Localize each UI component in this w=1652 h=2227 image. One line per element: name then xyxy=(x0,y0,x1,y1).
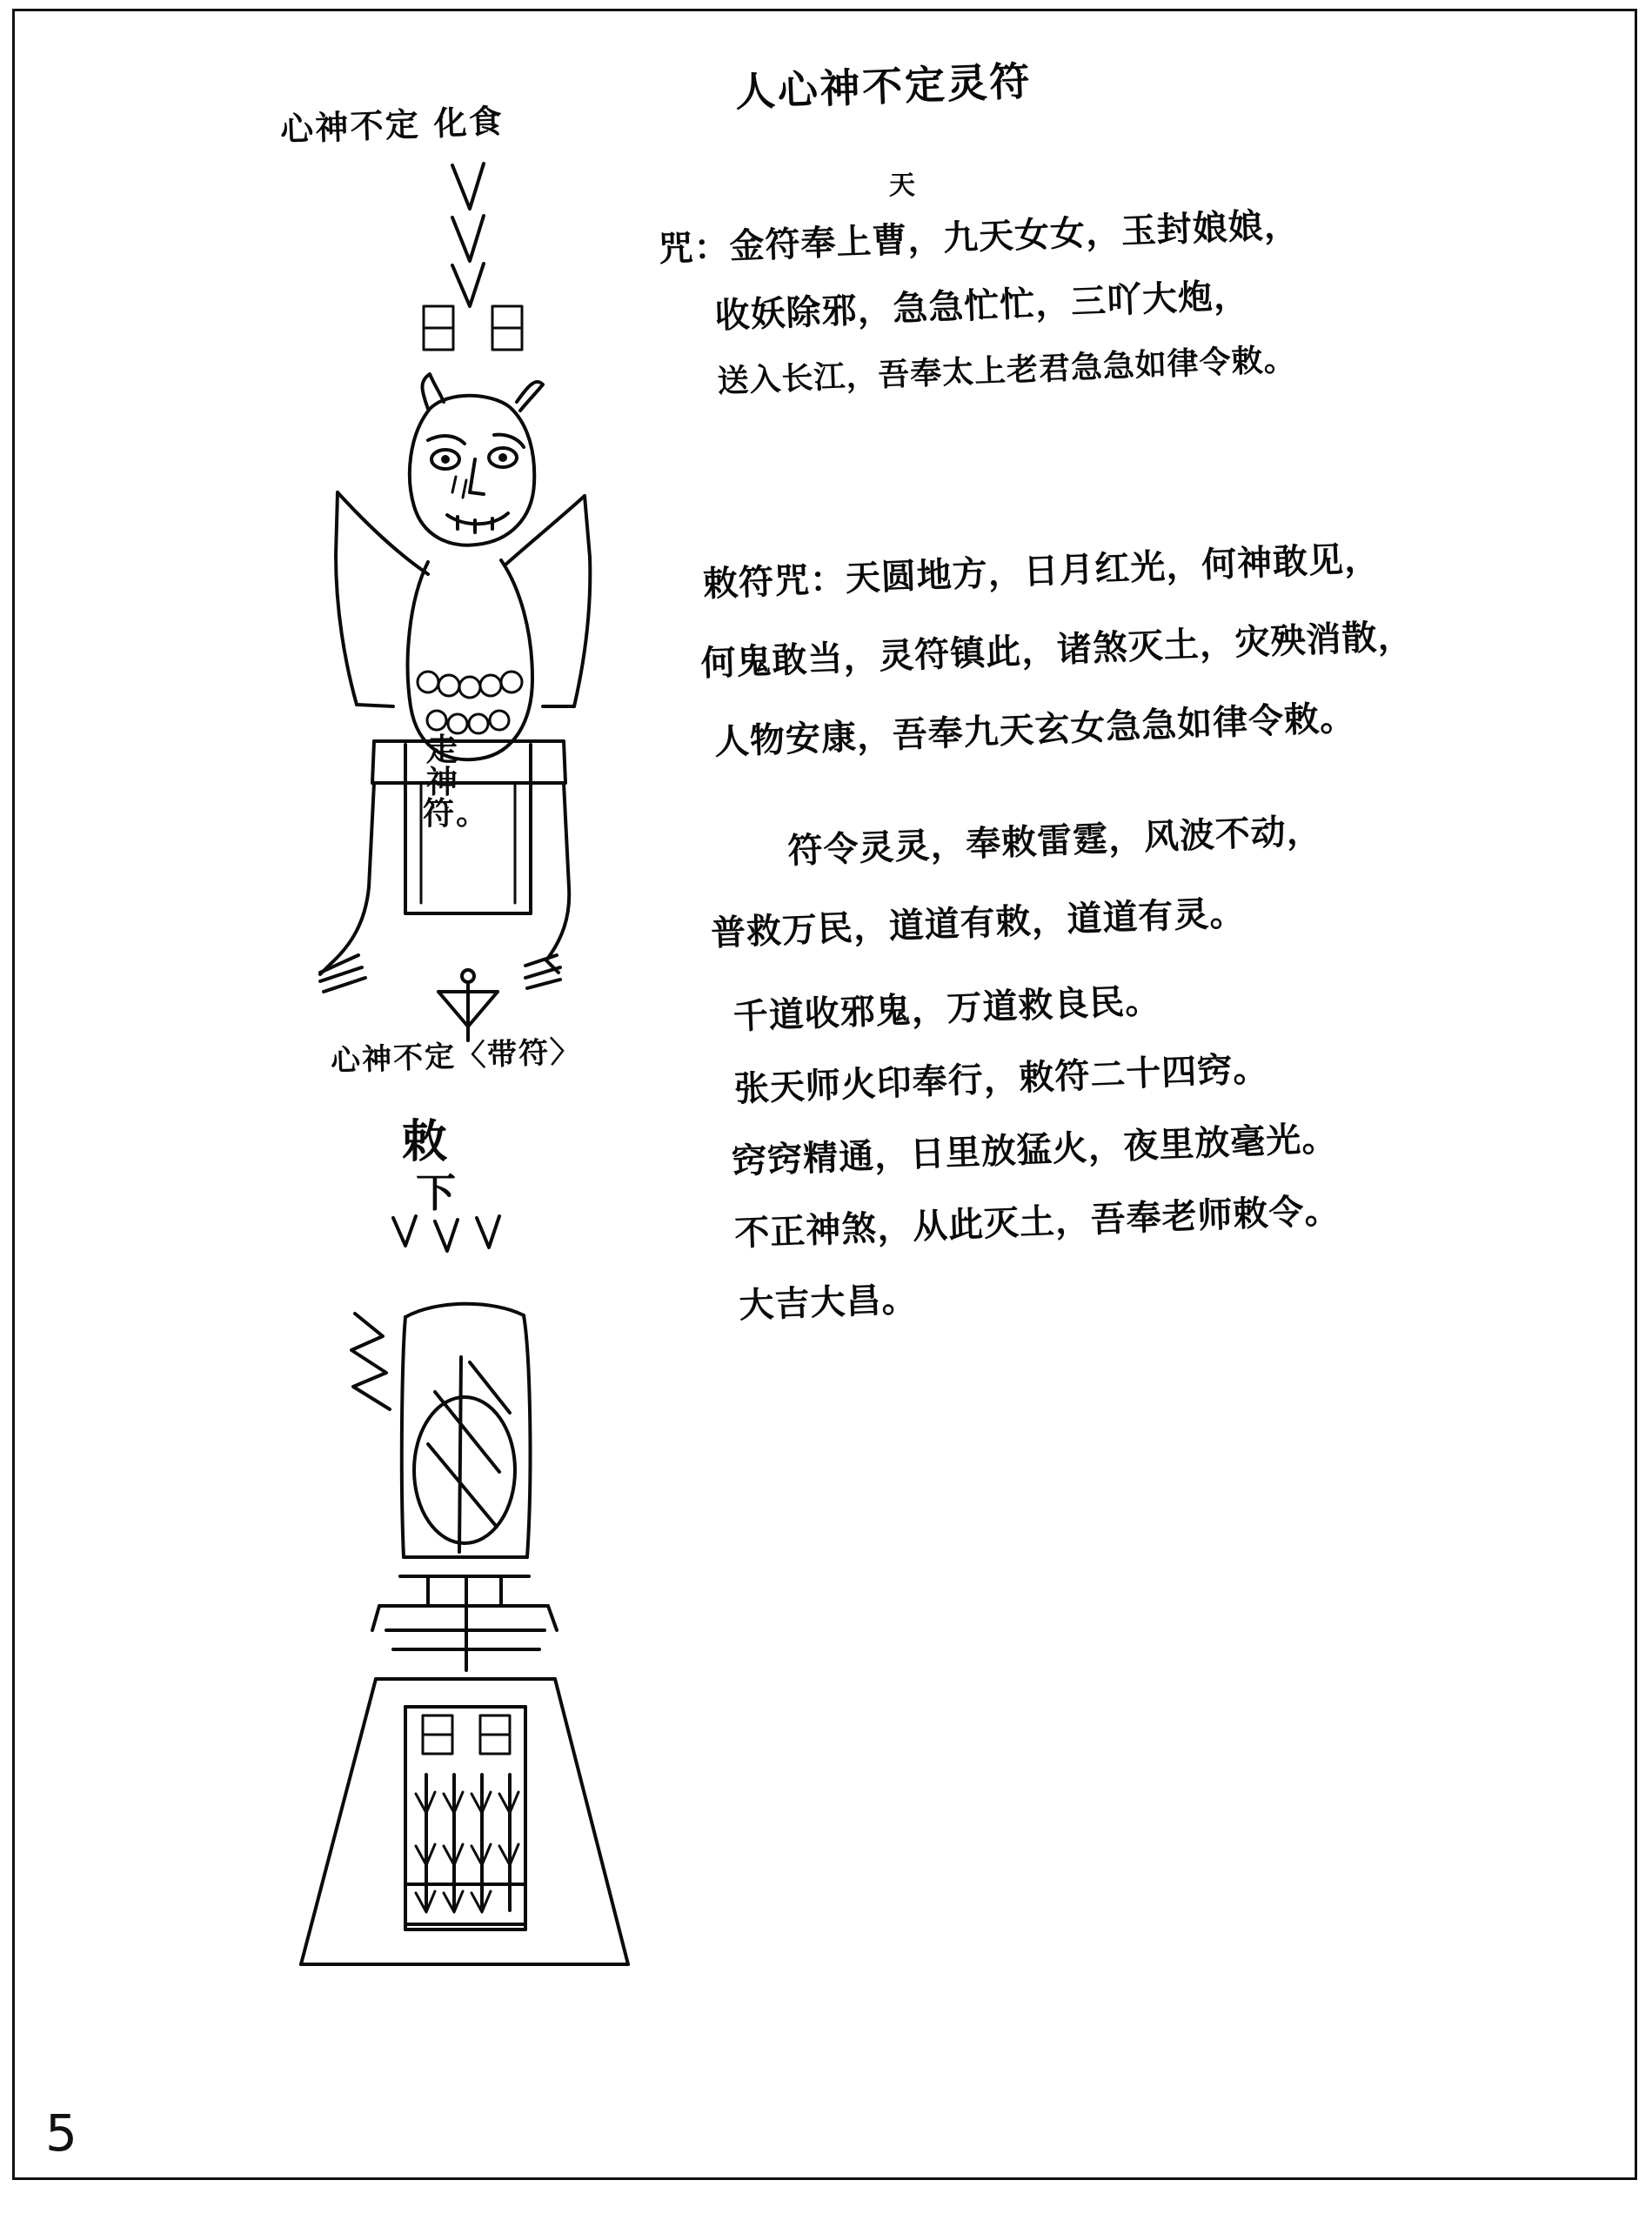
arrow-marks-middle xyxy=(393,1216,499,1251)
page-title: 人心神不定灵符 xyxy=(734,57,1033,116)
spell-line: 符令灵灵，奉敕雷霆，风波不动， xyxy=(786,811,1323,872)
spell-line: 大吉大昌。 xyxy=(738,1279,919,1327)
spell-line: 敕符咒：天圆地方，日月红光，何神敢见， xyxy=(702,538,1381,605)
spell-line: 普救万民，道道有敕，道道有灵。 xyxy=(710,893,1247,954)
spell-line: 人物安康，吾奉九天玄女急急如律令敕。 xyxy=(713,698,1356,763)
figure-2-label: 心神不定〈带符〉 xyxy=(330,1033,583,1079)
spell-line: 咒：金符奉上曹，九天女女，玉封娘娘， xyxy=(657,204,1301,271)
demon-figure xyxy=(320,374,590,1040)
spell-line: 何鬼敢当，灵符镇此，诸煞灭土，灾殃消散， xyxy=(699,616,1415,685)
spell-line: 收妖除邪，急急忙忙，三吖大炮， xyxy=(713,276,1250,337)
page-number: 5 xyxy=(45,2103,81,2163)
figure-1-label: 心神不定 化食 xyxy=(279,102,505,149)
spell-line: 千道收邪鬼，万道救良民。 xyxy=(732,980,1161,1038)
talisman-column-text: 走神符。 xyxy=(423,732,490,833)
talisman-seal-figure xyxy=(301,1304,628,1964)
spell-line: 送入长江，吾奉太上老君急急如律令敕。 xyxy=(716,342,1297,400)
spell-line: 不正神煞，从此灭土，吾奉老师敕令。 xyxy=(733,1190,1341,1254)
chi-glyph: 敕 xyxy=(402,1116,451,1168)
spell-line: 张天师火印奉行，敕符二十四窍。 xyxy=(733,1048,1269,1110)
spell-line: 窍窍精通，日里放猛火，夜里放毫光。 xyxy=(731,1118,1339,1182)
xia-glyph: 下 xyxy=(416,1169,458,1216)
arrow-marks-top xyxy=(452,164,484,306)
small-mark-above-icon: 天 xyxy=(889,171,917,201)
sun-boxes-top xyxy=(424,306,522,350)
